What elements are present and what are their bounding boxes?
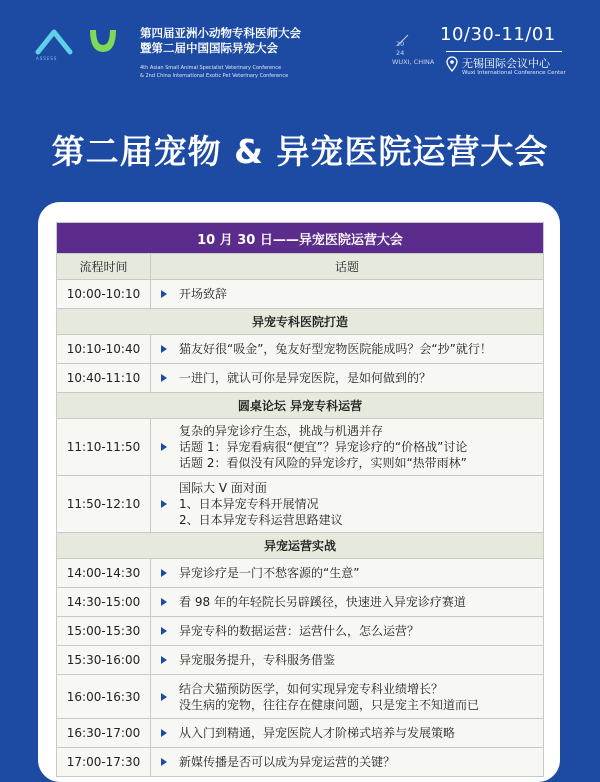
table-row [57, 280, 544, 309]
table-row [57, 476, 544, 533]
schedule-header-row [57, 254, 544, 280]
table-row [57, 419, 544, 476]
topic-line: 结合犬猫预防医学，如何实现异宠专科业绩增长？ [179, 681, 444, 696]
topic-line: 复杂的异宠诊疗生态，挑战与机遇并存 [179, 424, 384, 438]
topic-line: 开场致辞 [179, 287, 228, 301]
city-label: WUXI, CHINA [392, 58, 435, 66]
session-time: 14:00-14:30 [57, 559, 151, 588]
table-row [57, 646, 544, 675]
column-header-time: 流程时间 [57, 254, 151, 280]
topic-line: 一进门，就认可你是异宠医院，是如何做到的？ [179, 371, 432, 385]
session-topic [151, 419, 544, 476]
section-row [57, 533, 544, 559]
year-top: 20 [396, 40, 405, 48]
session-topic [151, 617, 544, 646]
bullet-arrow-icon [161, 598, 167, 606]
topic-line: 猫友好很“吸金”，兔友好型宠物医院能成吗？会“抄”就行！ [179, 342, 492, 356]
topic-line: 异宠专科的数据运营：运营什么，怎么运营？ [179, 624, 420, 638]
conference-title-line-1: 第四届亚洲小动物专科医师大会 [140, 26, 301, 40]
schedule-title-row [57, 223, 544, 254]
topic-line: 话题 2：看似没有风险的异宠诊疗，实则如“热带雨林” [179, 456, 467, 470]
session-topic [151, 719, 544, 748]
venue-english-name: Wuxi International Conference Center [462, 70, 566, 76]
topic-line: 话题 1：异宠看病很“便宜”？异宠诊疗的“价格战”讨论 [179, 440, 468, 454]
header [0, 0, 600, 100]
bullet-arrow-icon [161, 345, 167, 353]
session-topic [151, 280, 544, 309]
topic-line: 看 98 年的年轻院长另辟蹊径，快速进入异宠诊疗赛道 [179, 595, 466, 609]
section-label: 圆桌论坛 异宠专科运营 [57, 393, 544, 419]
topic-line: 从入门到精通，异宠医院人才阶梯式培养与发展策略 [179, 726, 456, 740]
bullet-arrow-icon [161, 656, 167, 664]
venue-name: 无锡国际会议中心 [462, 57, 550, 70]
session-topic [151, 335, 544, 364]
bullet-arrow-icon [161, 374, 167, 382]
topic-line: 异宠诊疗是一门不愁客源的“生意” [179, 566, 360, 580]
session-topic [151, 588, 544, 617]
topic-line: 异宠服务提升，专科服务借鉴 [179, 653, 336, 667]
session-time: 11:10-11:50 [57, 419, 151, 476]
bullet-arrow-icon [161, 443, 167, 451]
year-block [392, 40, 434, 67]
session-time: 16:00-16:30 [57, 675, 151, 719]
table-row [57, 617, 544, 646]
topic-line: 1、日本异宠专科开展情况 [179, 497, 319, 511]
year-bottom: 24 [396, 49, 405, 57]
session-time: 17:00-17:30 [57, 748, 151, 777]
topic-line: 新媒传播是否可以成为异宠运营的关键？ [179, 755, 396, 769]
table-row [57, 335, 544, 364]
section-row [57, 393, 544, 419]
bullet-arrow-icon [161, 729, 167, 737]
section-label: 异宠专科医院打造 [57, 309, 544, 335]
conference-logo-u-icon [86, 26, 120, 56]
session-time: 15:00-15:30 [57, 617, 151, 646]
section-row [57, 309, 544, 335]
table-row [57, 719, 544, 748]
bullet-arrow-icon [161, 290, 167, 298]
bullet-arrow-icon [161, 569, 167, 577]
topic-line: 2、日本异宠专科运营思路建议 [179, 513, 343, 527]
topic-line: 没生病的宠物，往往存在健康问题，只是宠主不知道而已 [179, 697, 480, 712]
session-time: 11:50-12:10 [57, 476, 151, 533]
session-time: 16:30-17:00 [57, 719, 151, 748]
bullet-arrow-icon [161, 500, 167, 508]
table-row [57, 675, 544, 719]
session-time: 10:00-10:10 [57, 280, 151, 309]
session-topic [151, 646, 544, 675]
session-time: 15:30-16:00 [57, 646, 151, 675]
session-topic [151, 364, 544, 393]
session-topic [151, 675, 544, 719]
table-row [57, 588, 544, 617]
conference-logo-a-icon [36, 28, 72, 54]
session-time: 14:30-15:00 [57, 588, 151, 617]
conference-title [140, 26, 301, 56]
page-title: 第二届宠物 & 异宠医院运营大会 [51, 132, 549, 171]
table-row [57, 748, 544, 777]
topic-line: 国际大 V 面对面 [179, 481, 267, 495]
schedule-body [57, 280, 544, 777]
logo-a-caption: ASSESS [36, 56, 58, 61]
conference-english-title [140, 64, 288, 80]
table-row [57, 559, 544, 588]
schedule-table [56, 222, 544, 777]
bullet-arrow-icon [161, 693, 167, 701]
session-time: 10:40-11:10 [57, 364, 151, 393]
location-pin-icon [446, 56, 458, 72]
session-topic [151, 748, 544, 777]
session-topic [151, 476, 544, 533]
conference-dates: 10/30-11/01 [440, 24, 556, 45]
divider [446, 51, 562, 52]
session-time: 10:10-10:40 [57, 335, 151, 364]
conference-english-line-1: 4th Asian Small Animal Specialist Veterinary Conference [140, 65, 282, 71]
bullet-arrow-icon [161, 758, 167, 766]
session-topic [151, 559, 544, 588]
conference-title-line-2: 暨第二届中国国际异宠大会 [140, 41, 278, 55]
table-row [57, 364, 544, 393]
column-header-topic: 话题 [151, 254, 544, 280]
schedule-title: 10 月 30 日——异宠医院运营大会 [57, 223, 544, 254]
bullet-arrow-icon [161, 627, 167, 635]
section-label: 异宠运营实战 [57, 533, 544, 559]
conference-english-line-2: & 2nd China International Exotic Pet Veterinary Conference [140, 73, 289, 79]
